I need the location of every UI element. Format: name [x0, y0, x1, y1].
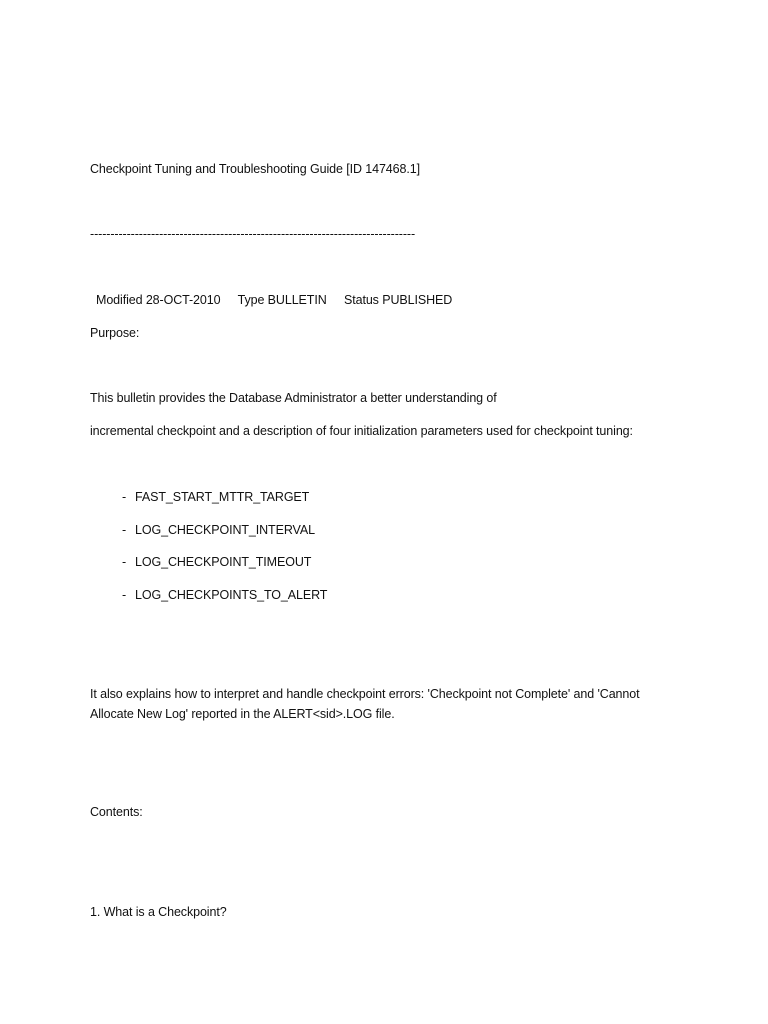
contents-heading: Contents: [90, 805, 143, 819]
list-item [122, 487, 309, 507]
document-title: Checkpoint Tuning and Troubleshooting Guide [ID 147468.1] [90, 162, 420, 176]
contents-item: 1. What is a Checkpoint? [90, 905, 227, 919]
modified-date: Modified 28-OCT-2010 [96, 293, 221, 307]
document-type: Type BULLETIN [237, 293, 327, 307]
param-name: FAST_START_MTTR_TARGET [135, 490, 310, 504]
param-name: LOG_CHECKPOINT_INTERVAL [135, 523, 315, 537]
document-metadata [96, 290, 466, 310]
list-item [122, 585, 327, 605]
bullet-dash: - [122, 490, 127, 504]
list-item [122, 520, 315, 540]
list-item [122, 552, 311, 572]
param-name: LOG_CHECKPOINTS_TO_ALERT [135, 588, 328, 602]
bullet-dash: - [122, 523, 127, 537]
bullet-dash: - [122, 555, 127, 569]
errors-paragraph-line-2: Allocate New Log' reported in the ALERT<sid>.LOG file. [90, 707, 395, 721]
purpose-heading: Purpose: [90, 326, 140, 340]
separator-line: -------------------------------------------------------------------------------- [90, 227, 416, 241]
document-status: Status PUBLISHED [344, 293, 453, 307]
intro-line-2: incremental checkpoint and a description of four initialization parameters used for checkpoint tuning: [90, 424, 633, 438]
param-name: LOG_CHECKPOINT_TIMEOUT [135, 555, 312, 569]
errors-paragraph-line-1: It also explains how to interpret and handle checkpoint errors: 'Checkpoint not Complete' and 'Cannot [90, 687, 640, 701]
bullet-dash: - [122, 588, 127, 602]
intro-line-1: This bulletin provides the Database Administrator a better understanding of [90, 391, 497, 405]
